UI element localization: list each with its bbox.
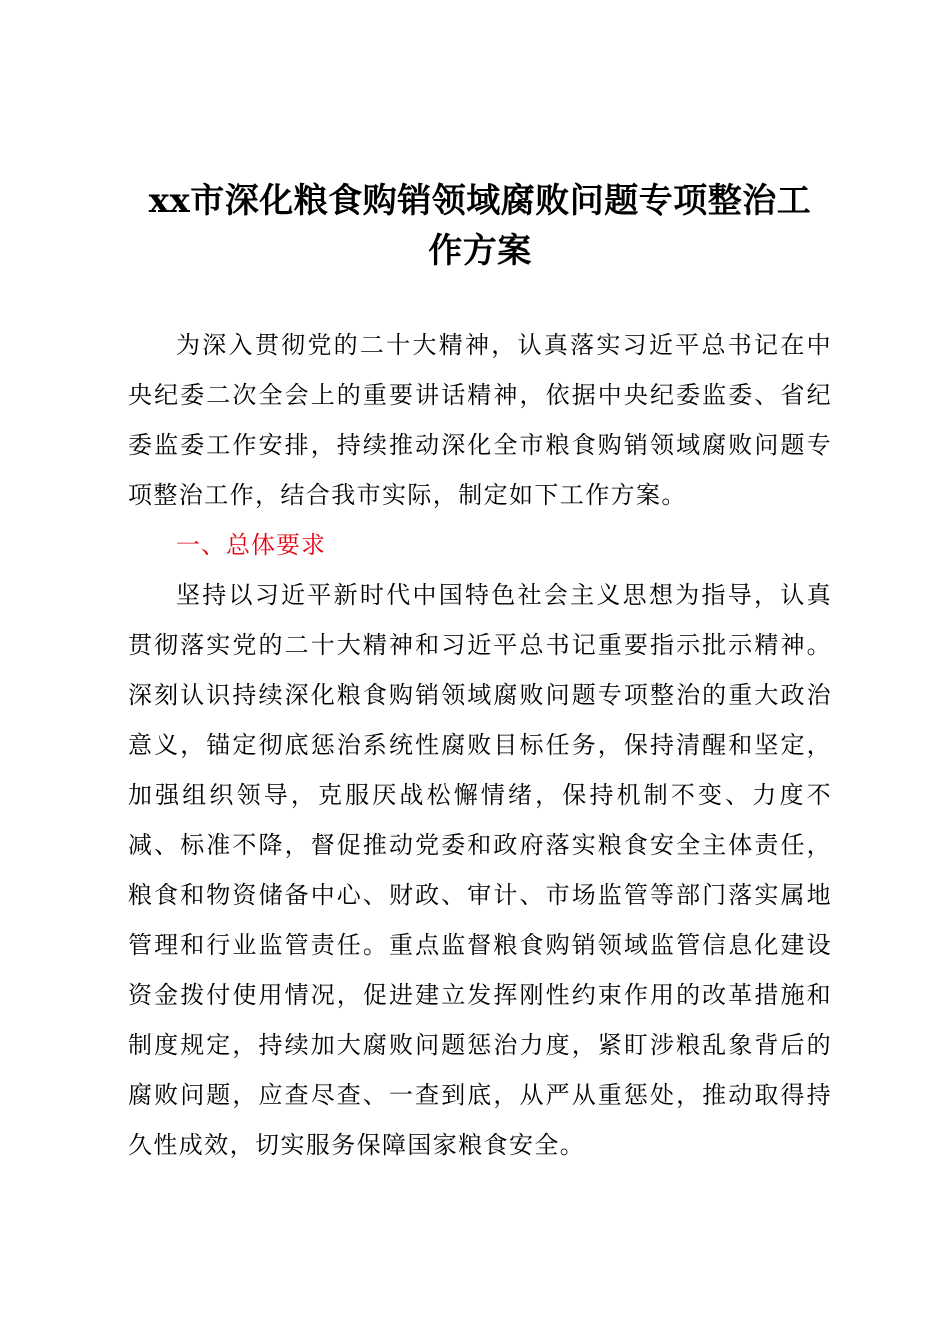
title-line-1: xx市深化粮食购销领域腐败问题专项整治工: [148, 181, 812, 221]
document-title: [128, 176, 832, 276]
document-body: [128, 176, 832, 1170]
title-line-2: 作方案: [428, 231, 532, 271]
section-paragraph-general-requirements: 坚持以习近平新时代中国特色社会主义思想为指导，认真贯彻落实党的二十大精神和习近平总书记重要指示批示精神。深刻认识持续深化粮食购销领域腐败问题专项整治的重大政治意义，锚定彻底惩治系统性腐败目标任务，保持清醒和坚定，加强组织领导，克服厌战松懈情绪，保持机制不变、力度不减、标准不降，督促推动党委和政府落实粮食安全主体责任，粮食和物资储备中心、财政、审计、市场监管等部门落实属地管理和行业监管责任。重点监督粮食购销领域监管信息化建设资金拨付使用情况，促进建立发挥刚性约束作用的改革措施和制度规定，持续加大腐败问题惩治力度，紧盯涉粮乱象背后的腐败问题，应查尽查、一查到底，从严从重惩处，推动取得持久性成效，切实服务保障国家粮食安全。: [128, 581, 832, 1159]
section-heading-general-requirements: 一、总体要求: [176, 531, 326, 559]
intro-paragraph: 为深入贯彻党的二十大精神，认真落实习近平总书记在中央纪委二次全会上的重要讲话精神，依据中央纪委监委、省纪委监委工作安排，持续推动深化全市粮食购销领域腐败问题专项整治工作，结合我市实际，制定如下工作方案。: [128, 331, 832, 509]
